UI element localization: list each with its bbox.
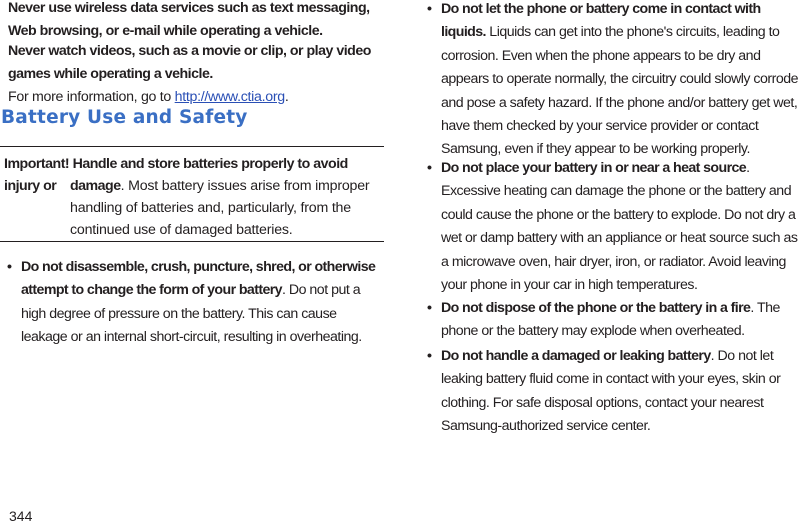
bullet-text: . Do not let leaking battery fluid come in contact with your eyes, skin or clothing. For safe disposal options, contact your nearest Samsung-authorized service center. xyxy=(441,348,781,435)
bullet-dot: • xyxy=(427,1,432,17)
bullet-bold: Do not dispose of the phone or the battery in a fire xyxy=(441,300,751,316)
bullet-bold: Do not disassemble, crush, puncture, shred, or otherwise attempt to change the form of your battery xyxy=(21,259,376,299)
important-label: Important! Handle and store batteries properly to avoid injury or xyxy=(4,156,348,194)
note-wireless: Never use wireless data services such as text messaging, Web browsing, or e-mail while operating a vehicle. xyxy=(8,0,370,39)
important-body xyxy=(70,175,380,241)
more-info-prefix: For more information, go to xyxy=(8,89,175,105)
bullet-bold: Do not place your battery in or near a heat source xyxy=(441,160,747,176)
section-title: Battery Use and Safety xyxy=(1,107,248,128)
ctia-link[interactable]: http://www.ctia.org xyxy=(174,89,285,105)
page-number: 344 xyxy=(9,508,33,524)
bullet-text: . Excessive heating can damage the phone or the battery and could cause the phone or the battery to explode. Do not dry a wet or damp battery with an appliance or heat source such as a microwave oven, hair dryer, iron, or radiator. Avoid leaving your phone in your car in high temperatures. xyxy=(441,160,798,294)
divider-top xyxy=(0,146,384,147)
bullet-text: . Do not put a high degree of pressure on the battery. This can cause leakage or an internal short-circuit, resulting in overheating. xyxy=(21,282,362,346)
important-label-cont: damage xyxy=(70,178,121,194)
bullet-item xyxy=(427,297,801,344)
bullet-bold: Do not handle a damaged or leaking battery xyxy=(441,348,711,364)
bullet-dot: • xyxy=(427,348,432,364)
bullet-dot: • xyxy=(7,259,12,275)
more-info xyxy=(8,86,289,109)
bullet-bold: Do not let the phone or battery come in contact with liquids. xyxy=(441,1,761,41)
note-videos: Never watch videos, such as a movie or clip, or play video games while operating a vehicle. xyxy=(8,43,371,82)
bullet-text: Liquids can get into the phone's circuits, leading to corrosion. Even when the phone appears to be dry and appears to operate normally, the circuitry could slowly corrode and pose a safety hazard. If the phone and/or battery get wet, have them checked by your service provider or contact Samsung, even if they appear to be working properly. xyxy=(441,24,798,158)
more-info-suffix: . xyxy=(284,89,289,105)
bullet-item xyxy=(427,0,801,162)
important-rest: handling of batteries and, particularly, from the continued use of damaged batteries. xyxy=(70,200,351,238)
bullet-text: . The phone or the battery may explode when overheated. xyxy=(441,300,780,340)
important-rest-first: . Most battery issues arise from improper xyxy=(120,178,370,194)
divider-bottom xyxy=(0,241,384,242)
bullet-item xyxy=(427,157,801,297)
bullet-dot: • xyxy=(427,300,432,316)
bullet-item xyxy=(427,345,801,439)
bullet-item xyxy=(7,256,383,350)
bullet-dot: • xyxy=(427,160,432,176)
